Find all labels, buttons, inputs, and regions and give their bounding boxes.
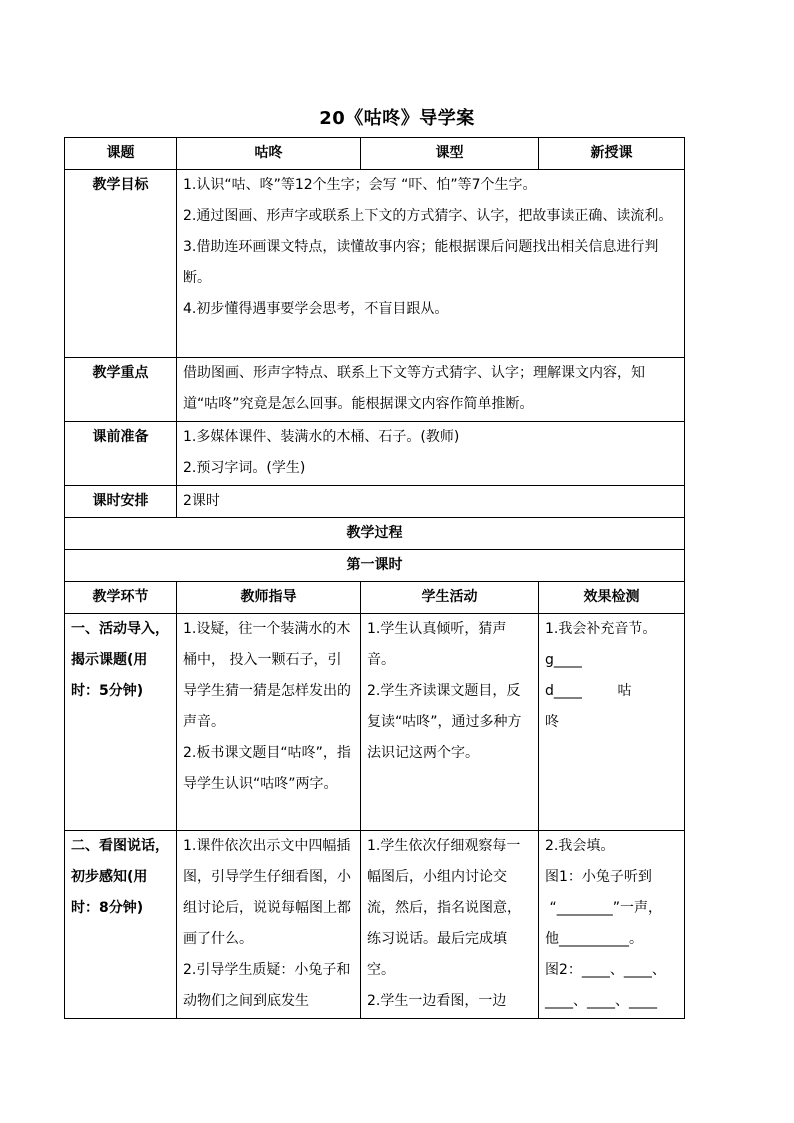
- stage-name: 一、活动导入，揭示课题(用时：5分钟): [65, 614, 177, 831]
- check-line: g____: [545, 652, 582, 668]
- effect-check: [539, 614, 685, 831]
- schedule-label: 课时安排: [65, 486, 177, 518]
- student-item: 1.学生认真倾听，猜声音。: [367, 621, 507, 668]
- column-header-row: [65, 582, 685, 614]
- key-points-content: 借助图画、形声字特点、联系上下文等方式猜字、认字；理解课文内容，知道“咕咚”究竟是怎么回事。能根据课文内容作简单推断。: [177, 358, 685, 422]
- topic-value: 咕咚: [177, 138, 361, 170]
- check-line: 他__________。: [545, 931, 643, 947]
- column-header-check: 效果检测: [539, 582, 685, 614]
- process-title-row: [65, 518, 685, 550]
- preparation-row: [65, 422, 685, 486]
- preparation-item: 2.预习字词。(学生): [183, 460, 306, 476]
- header-row: [65, 138, 685, 170]
- preparation-content: [177, 422, 685, 486]
- check-line: ____、____、____: [545, 993, 657, 1009]
- objectives-label: 教学目标: [65, 170, 177, 358]
- process-title: 教学过程: [65, 518, 685, 550]
- lesson-title: 第一课时: [65, 550, 685, 582]
- student-item: 2.学生齐读课文题目，反复读“咕咚”，通过多种方法识记这两个字。: [367, 683, 522, 761]
- column-header-student: 学生活动: [361, 582, 539, 614]
- student-item: 2.学生一边看图，一边: [367, 993, 507, 1009]
- check-line: 1.我会补充音节。: [545, 621, 657, 637]
- objective-item: 3.借助连环画课文特点，读懂故事内容；能根据课后问题找出相关信息进行判断。: [183, 239, 659, 286]
- effect-check: [539, 831, 685, 1019]
- topic-label: 课题: [65, 138, 177, 170]
- column-header-stage: 教学环节: [65, 582, 177, 614]
- teacher-item: 2.板书课文题目“咕咚”，指导学生认识“咕咚”两字。: [183, 745, 351, 792]
- type-label: 课型: [361, 138, 539, 170]
- student-activity: [361, 831, 539, 1019]
- lesson-plan-table: [64, 137, 685, 1019]
- student-item: 1.学生依次仔细观察每一幅图后，小组内讨论交流，然后，指名说图意，练习说话。最后完成填空。: [367, 838, 521, 978]
- teacher-item: 1.课件依次出示文中四幅插图，引导学生仔细看图，小组讨论后，说说每幅图上都画了什么。: [183, 838, 351, 947]
- preparation-label: 课前准备: [65, 422, 177, 486]
- check-line: 图1：小兔子听到: [545, 869, 652, 885]
- teacher-guidance: [177, 614, 361, 831]
- stage-row: [65, 831, 685, 1019]
- objectives-row: [65, 170, 685, 358]
- objectives-content: [177, 170, 685, 358]
- lesson-title-row: [65, 550, 685, 582]
- teacher-item: 1.设疑，往一个装满水的木桶中， 投入一颗石子，引导学生猜一猜是怎样发出的声音。: [183, 621, 351, 730]
- objective-item: 4.初步懂得遇事要学会思考，不盲目跟从。: [183, 301, 449, 317]
- type-value: 新授课: [539, 138, 685, 170]
- check-line: 图2：____、____、: [545, 962, 666, 978]
- stage-row: [65, 614, 685, 831]
- schedule-row: [65, 486, 685, 518]
- page-title: 20《咕咚》导学案: [319, 108, 475, 129]
- key-points-row: [65, 358, 685, 422]
- check-line: d____ 咕: [545, 683, 632, 699]
- column-header-teacher: 教师指导: [177, 582, 361, 614]
- schedule-value: 2课时: [177, 486, 685, 518]
- teacher-item: 2.引导学生质疑：小兔子和动物们之间到底发生: [183, 962, 351, 1009]
- teacher-guidance: [177, 831, 361, 1019]
- stage-name: 二、看图说话，初步感知(用时：8分钟): [65, 831, 177, 1019]
- key-points-label: 教学重点: [65, 358, 177, 422]
- check-line: 2.我会填。: [545, 838, 615, 854]
- check-line: 咚: [545, 714, 559, 730]
- student-activity: [361, 614, 539, 831]
- objective-item: 2.通过图画、形声字或联系上下文的方式猜字、认字，把故事读正确、读流利。: [183, 208, 673, 224]
- objective-item: 1.认识“咕、咚”等12个生字；会写 “吓、怕”等7个生字。: [183, 177, 537, 193]
- check-line: “________”一声，: [545, 900, 662, 916]
- preparation-item: 1.多媒体课件、装满水的木桶、石子。(教师): [183, 429, 460, 445]
